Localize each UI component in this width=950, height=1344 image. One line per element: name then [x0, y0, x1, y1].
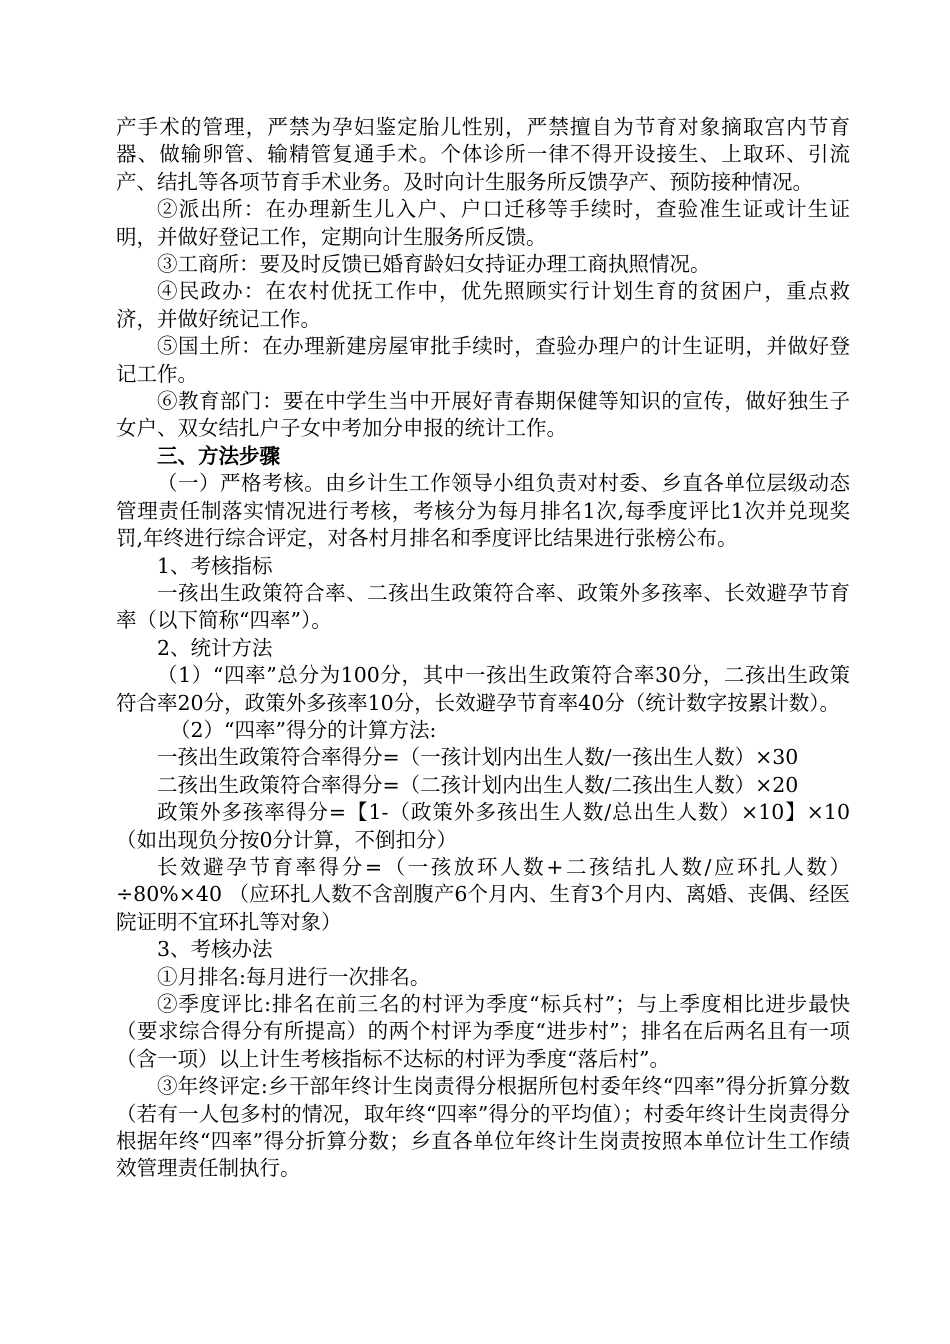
paragraph-education-dept: ⑥教育部门：要在中学生当中开展好青春期保健等知识的宣传，做好独生子女户、双女结扎户子女中考加分申报的统计工作。	[116, 389, 850, 441]
section-heading-methods: 三、方法步骤	[157, 443, 280, 468]
paragraph-civil-affairs: ④民政办：在农村优抚工作中，优先照顾实行计划生育的贫困户，重点救济，并做好统记工作。	[116, 279, 850, 331]
paragraph-score-total: （1）“四率”总分为100分，其中一孩出生政策符合率30分，二孩出生政策符合率20分，政策外多孩率10分，长效避孕节育率40分（统计数字按累计数）。	[116, 663, 850, 715]
subheading-assessment-indicators: 1、考核指标	[157, 553, 273, 578]
paragraph-police-station: ②派出所：在办理新生儿入户、户口迁移等手续时，查验准生证或计生证明，并做好登记工作，定期向计生服务所反馈。	[116, 197, 850, 249]
formula-contraception: 长效避孕节育率得分=（一孩放环人数+二孩结扎人数/应环扎人数）÷80%×40 （应环扎人数不含剖腹产6个月内、生育3个月内、离婚、丧偶、经医院证明不宜环扎等对象）	[116, 854, 850, 934]
paragraph-business-bureau: ③工商所：要及时反馈已婚育龄妇女持证办理工商执照情况。	[157, 252, 711, 277]
paragraph-quarterly-evaluation: ②季度评比:排名在前三名的村评为季度“标兵村”；与上季度相比进步最快（要求综合得分有所提高）的两个村评为季度“进步村”；排名在后两名且有一项（含一项）以上计生考核指标不达标的村评为季度“落后村”。	[116, 992, 850, 1071]
paragraph-annual-evaluation: ③年终评定:乡干部年终计生岗责得分根据所包村委年终“四率”得分折算分数（若有一人包多村的情况，取年终“四率”得分的平均值）；村委年终计生岗责得分根据年终“四率”得分折算分数；乡直各单位年终计生岗责按照本单位计生工作绩效管理责任制执行。	[116, 1074, 850, 1181]
formula-multi-child: 政策外多孩率得分=【1-（政策外多孩出生人数/总出生人数）×10】×10（如出现负分按0分计算，不倒扣分）	[116, 800, 850, 852]
paragraph-monthly-ranking: ①月排名:每月进行一次排名。	[157, 964, 431, 989]
paragraph-strict-assessment: （一）严格考核。由乡计生工作领导小组负责对村委、乡直各单位层级动态管理责任制落实情况进行考核，考核分为每月排名1次,每季度评比1次并兑现奖罚,年终进行综合评定，对各村月排名和季度评比结果进行张榜公布。	[116, 471, 850, 551]
subheading-assessment-measures: 3、考核办法	[157, 937, 273, 962]
paragraph-clinic-rules: 产手术的管理，严禁为孕妇鉴定胎儿性别，严禁擅自为节育对象摘取宫内节育器、做输卵管、输精管复通手术。个体诊所一律不得开设接生、上取环、引流产、结扎等各项节育手术业务。及时向计生服务所反馈孕产、预防接种情况。	[116, 115, 850, 194]
paragraph-land-bureau: ⑤国土所：在办理新建房屋审批手续时，查验办理户的计生证明，并做好登记工作。	[116, 334, 850, 386]
paragraph-calculation-method: （2）“四率”得分的计算方法:	[170, 717, 437, 742]
paragraph-four-rates: 一孩出生政策符合率、二孩出生政策符合率、政策外多孩率、长效避孕节育率（以下简称“四率”）。	[116, 580, 850, 633]
subheading-statistics-method: 2、统计方法	[157, 635, 273, 660]
formula-first-child: 一孩出生政策符合率得分=（一孩计划内出生人数/一孩出生人数）×30	[157, 745, 799, 770]
formula-second-child: 二孩出生政策符合率得分=（二孩计划内出生人数/二孩出生人数）×20	[157, 772, 799, 797]
